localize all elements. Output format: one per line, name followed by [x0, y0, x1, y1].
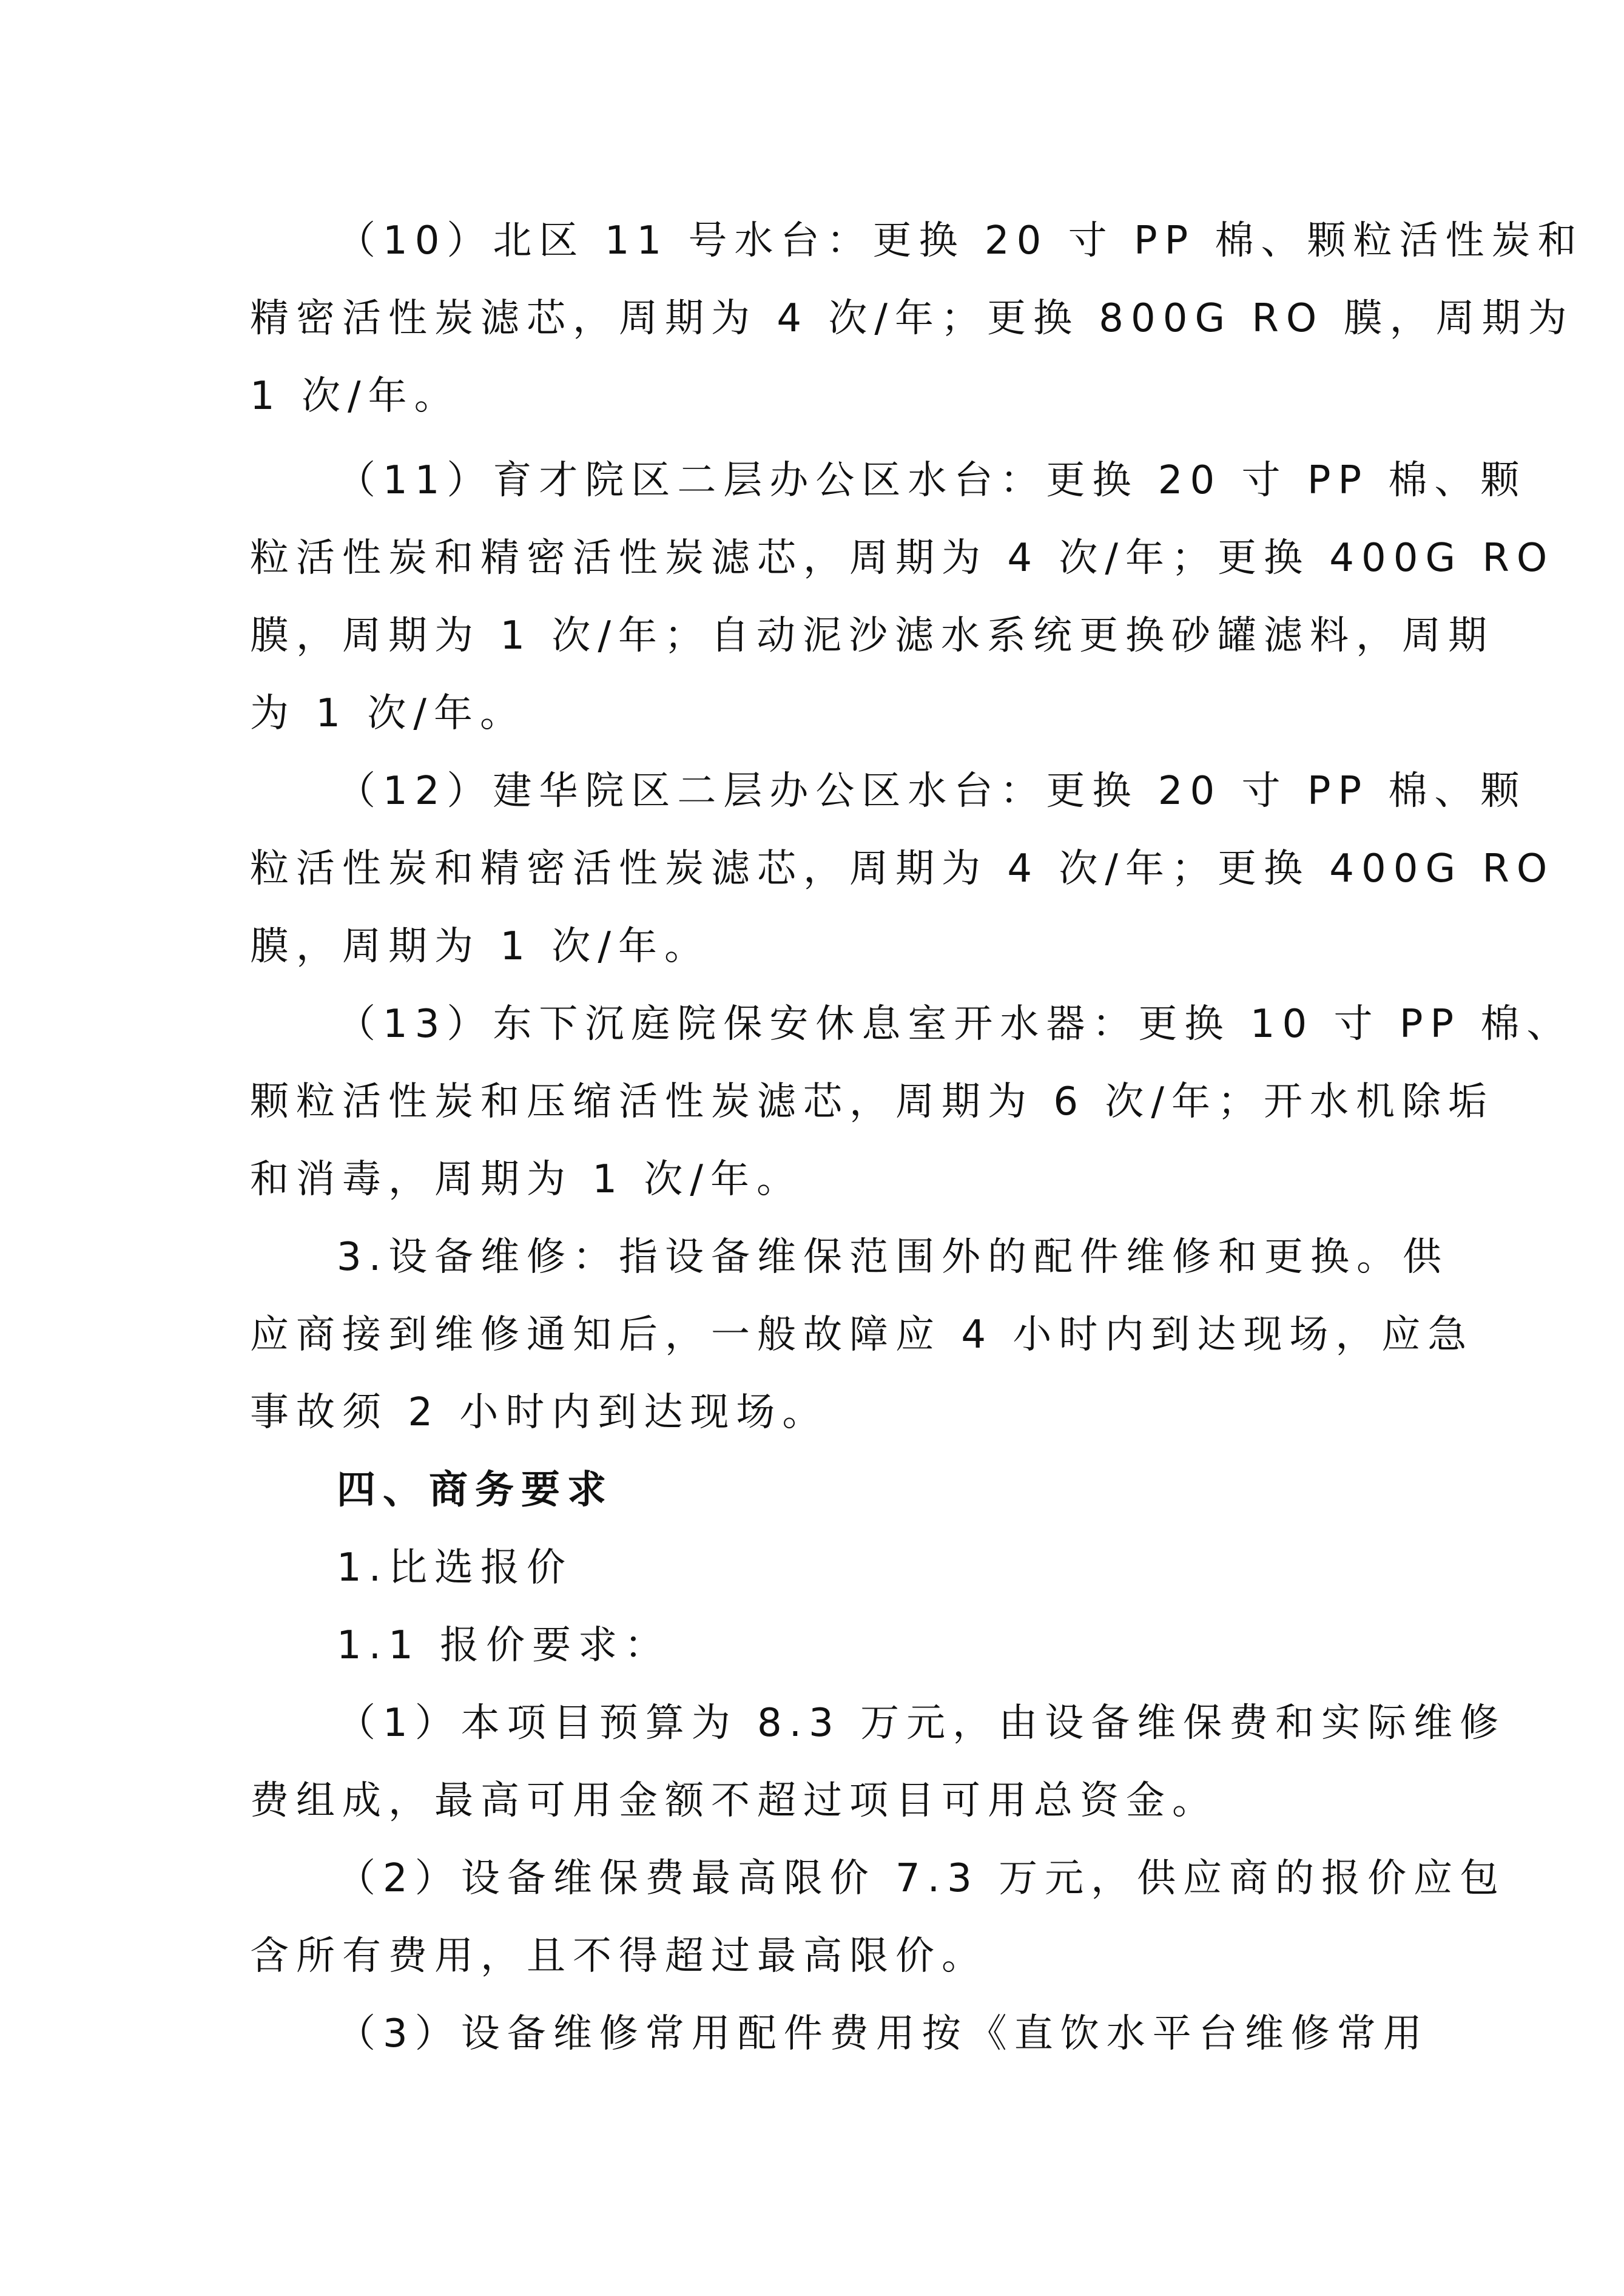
paragraph-10-line-2: 精密活性炭滤芯，周期为 4 次/年；更换 800G RO 膜，周期为 — [250, 296, 1574, 341]
paragraph-13-line-2: 颗粒活性炭和压缩活性炭滤芯，周期为 6 次/年；开水机除垢 — [250, 1079, 1494, 1124]
subheading-quote: 1.比选报价 — [337, 1545, 573, 1590]
paragraph-10-line-1: （10）北区 11 号水台：更换 20 寸 PP 棉、颗粒活性炭和 — [337, 218, 1584, 263]
equipment-repair-line-2: 应商接到维修通知后，一般故障应 4 小时内到达现场，应急 — [250, 1312, 1474, 1357]
paragraph-12-line-3: 膜，周期为 1 次/年。 — [250, 924, 710, 969]
equipment-repair-line-3: 事故须 2 小时内到达现场。 — [250, 1390, 829, 1435]
paragraph-11-line-3: 膜，周期为 1 次/年；自动泥沙滤水系统更换砂罐滤料，周期 — [250, 613, 1494, 658]
paragraph-13-line-3: 和消毒，周期为 1 次/年。 — [250, 1157, 803, 1202]
paragraph-12-line-1: （12）建华院区二层办公区水台：更换 20 寸 PP 棉、颗 — [337, 769, 1527, 814]
paragraph-13-line-1: （13）东下沉庭院保安休息室开水器：更换 10 寸 PP 棉、 — [337, 1002, 1573, 1047]
requirement-2-line-2: 含所有费用，且不得超过最高限价。 — [250, 1934, 988, 1979]
section-heading-business-requirements: 四、商务要求 — [337, 1468, 613, 1513]
paragraph-10-line-3: 1 次/年。 — [250, 374, 460, 419]
requirement-3-line-1: （3）设备维修常用配件费用按《直饮水平台维修常用 — [337, 2011, 1429, 2056]
requirement-2-line-1: （2）设备维保费最高限价 7.3 万元，供应商的报价应包 — [337, 1856, 1506, 1901]
paragraph-11-line-4: 为 1 次/年。 — [250, 691, 526, 736]
paragraph-11-line-1: （11）育才院区二层办公区水台：更换 20 寸 PP 棉、颗 — [337, 458, 1527, 503]
subheading-quote-requirements: 1.1 报价要求： — [337, 1623, 671, 1668]
equipment-repair-line-1: 3.设备维修：指设备维保范围外的配件维修和更换。供 — [337, 1235, 1449, 1280]
requirement-1-line-2: 费组成，最高可用金额不超过项目可用总资金。 — [250, 1778, 1218, 1823]
paragraph-11-line-2: 粒活性炭和精密活性炭滤芯，周期为 4 次/年；更换 400G RO — [250, 536, 1555, 581]
requirement-1-line-1: （1）本项目预算为 8.3 万元，由设备维保费和实际维修 — [337, 1701, 1506, 1746]
paragraph-12-line-2: 粒活性炭和精密活性炭滤芯，周期为 4 次/年；更换 400G RO — [250, 846, 1555, 891]
